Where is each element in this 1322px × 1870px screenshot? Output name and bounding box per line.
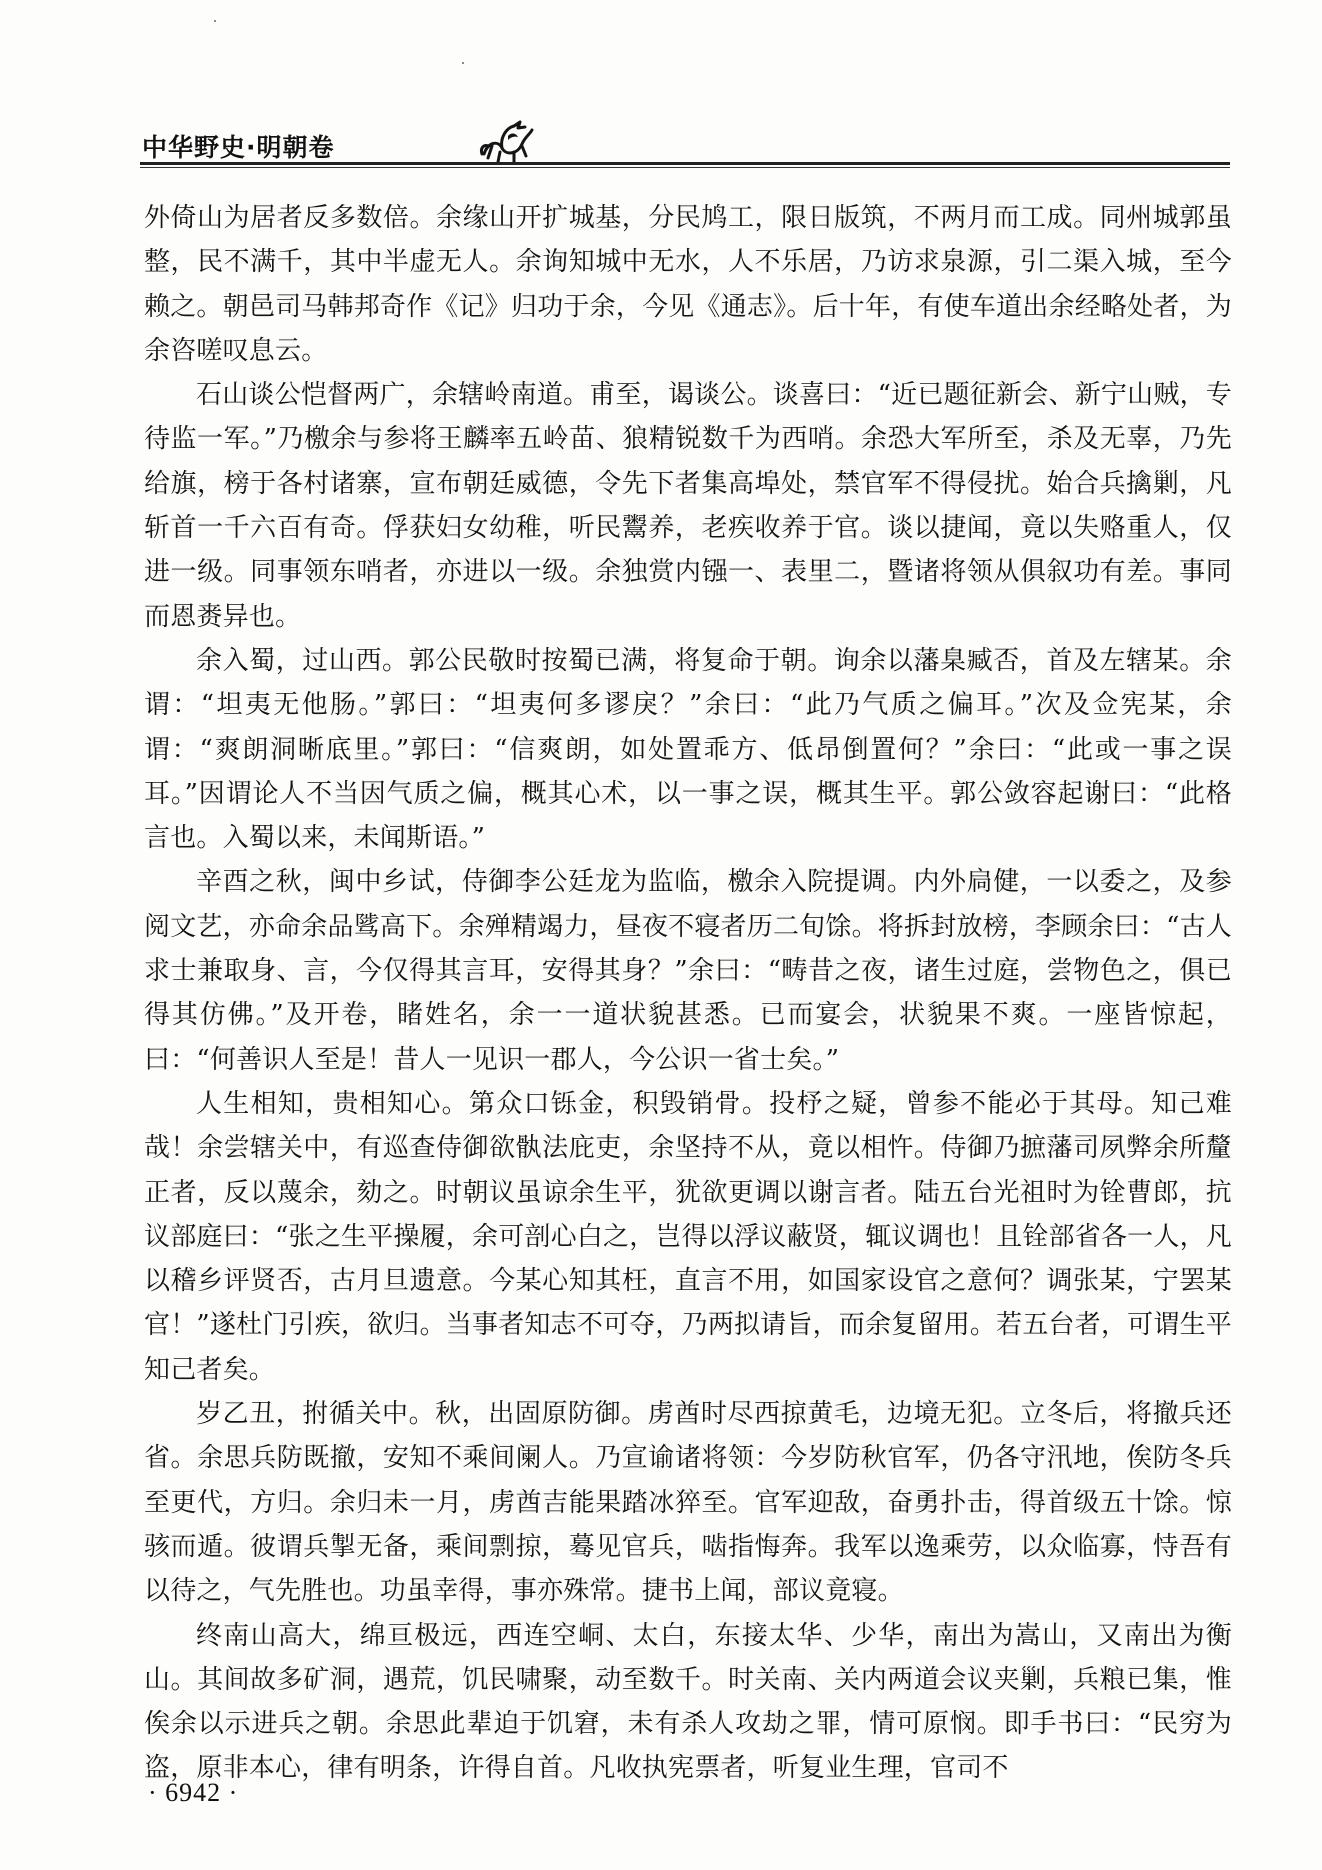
paragraph: 辛酉之秋，闽中乡试，侍御李公廷龙为监临，檄余入院提调。内外扃健，一以委之，及参阅文艺，亦命余品骘高下。余殚精竭力，昼夜不寝者历二旬馀。将拆封放榜，李顾余曰：“古人求士兼取身、言，今仅得其言耳，安得其身？”余曰：“畴昔之夜，诸生过庭，尝物色之，俱已得其仿佛。”及开卷，睹姓名，余一一道状貌甚悉。已而宴会，状貌果不爽。一座皆惊起，曰：“何善识人至是！昔人一见识一郡人，今公识一省士矣。”: [144, 867, 1232, 1075]
paragraph: 外倚山为居者反多数倍。余缘山开扩城基，分民鸠工，限日版筑，不两月而工成。同州城郭虽整，民不满千，其中半虚无人。余询知城中无水，人不乐居，乃访求泉源，引二渠入城，至今赖之。朝邑司马韩邦奇作《记》归功于余，今见《通志》。后十年，有使车道出余经略处者，为余咨嗟叹息云。: [144, 203, 1232, 366]
scan-speck: [462, 62, 464, 64]
paragraph: 石山谈公恺督两广，余辖岭南道。甫至，谒谈公。谈喜曰：“近已题征新会、新宁山贼，专待监一军。”乃檄余与参将王麟率五岭苗、狼精锐数千为西哨。余恐大军所至，杀及无辜，乃先给旗，榜于各村诸寨，宣布朝廷威德，令先下者集高埠处，禁官军不得侵扰。始合兵擒剿，凡斩首一千六百有奇。俘获妇女幼稚，听民鬻养，老疾收养于官。谈以捷闻，竟以失赂重人，仅进一级。同事领东哨者，亦进以一级。余独赏内镪一、表里二，暨诸将领从俱叙功有差。事同而恩赉异也。: [144, 380, 1232, 632]
header-rule-thin: [140, 167, 1230, 168]
page-number: · 6942 ·: [148, 1778, 239, 1807]
running-header: [140, 118, 1230, 170]
header-rule: [140, 162, 1230, 165]
main-text: [144, 196, 1232, 1791]
paragraph: 岁乙丑，拊循关中。秋，出固原防御。虏酋时尽西掠黄毛，边境无犯。立冬后，将撤兵还省。余思兵防既撤，安知不乘间阑人。乃宣谕诸将领：今岁防秋官军，仍各守汛地，俟防冬兵至更代，方归。余归未一月，虏酋吉能果踏冰猝至。官军迎敌，奋勇扑击，得首级五十馀。惊骇而遁。彼谓兵掣无备，乘间剽掠，蓦见官兵，啮指悔奔。我军以逸乘劳，以众临寡，恃吾有以待之，气先胜也。功虽幸得，事亦殊常。捷书上闻，部议竟寝。: [144, 1399, 1232, 1607]
dragon-icon: [478, 118, 534, 164]
paragraph: 余入蜀，过山西。郭公民敬时按蜀已满，将复命于朝。询余以藩臬臧否，首及左辖某。余谓：“坦夷无他肠。”郭曰：“坦夷何多谬戾？”余曰：“此乃气质之偏耳。”次及佥宪某，余谓：“爽朗洞晰底里。”郭曰：“信爽朗，如处置乖方、低昂倒置何？”余曰：“此或一事之误耳。”因谓论人不当因气质之偏，概其心术，以一事之误，概其生平。郭公敛容起谢曰：“此格言也。入蜀以来，未闻斯语。”: [144, 645, 1232, 854]
paragraph: 人生相知，贵相知心。第众口铄金，积毁销骨。投杼之疑，曾参不能必于其母。知己难哉！余尝辖关中，有巡查侍御欲骫法庇吏，余坚持不从，竟以相忤。侍御乃摭藩司夙弊余所釐正者，反以蔑余，劾之。时朝议虽谅余生平，犹欲更调以谢言者。陆五台光祖时为铨曹郎，抗议部庭曰：“张之生平操履，余可剖心白之，岂得以浮议蔽贤，辄议调也！且铨部省各一人，凡以稽乡评贤否，古月旦遗意。今某心知其枉，直言不用，如国家设官之意何？调张某，宁罢某官！”遂杜门引疾，欲归。当事者知志不可夺，乃两拟请旨，而余复留用。若五台者，可谓生平知己者矣。: [144, 1088, 1232, 1385]
running-header-title: 中华野史·明朝卷: [142, 133, 335, 162]
scan-speck: [214, 20, 216, 22]
paragraph: 终南山高大，绵亘极远，西连空峒、太白，东接太华、少华，南出为嵩山，又南出为衡山。其间故多矿洞，遇荒，饥民啸聚，动至数千。时关南、关内两道会议夹剿，兵粮已集，惟俟余以示进兵之朝。余思此辈迫于饥窘，未有杀人攻劫之罪，情可原悯。即手书曰：“民穷为盗，原非本心，律有明条，许得自首。凡收执宪票者，听复业生理，官司不: [144, 1620, 1232, 1784]
